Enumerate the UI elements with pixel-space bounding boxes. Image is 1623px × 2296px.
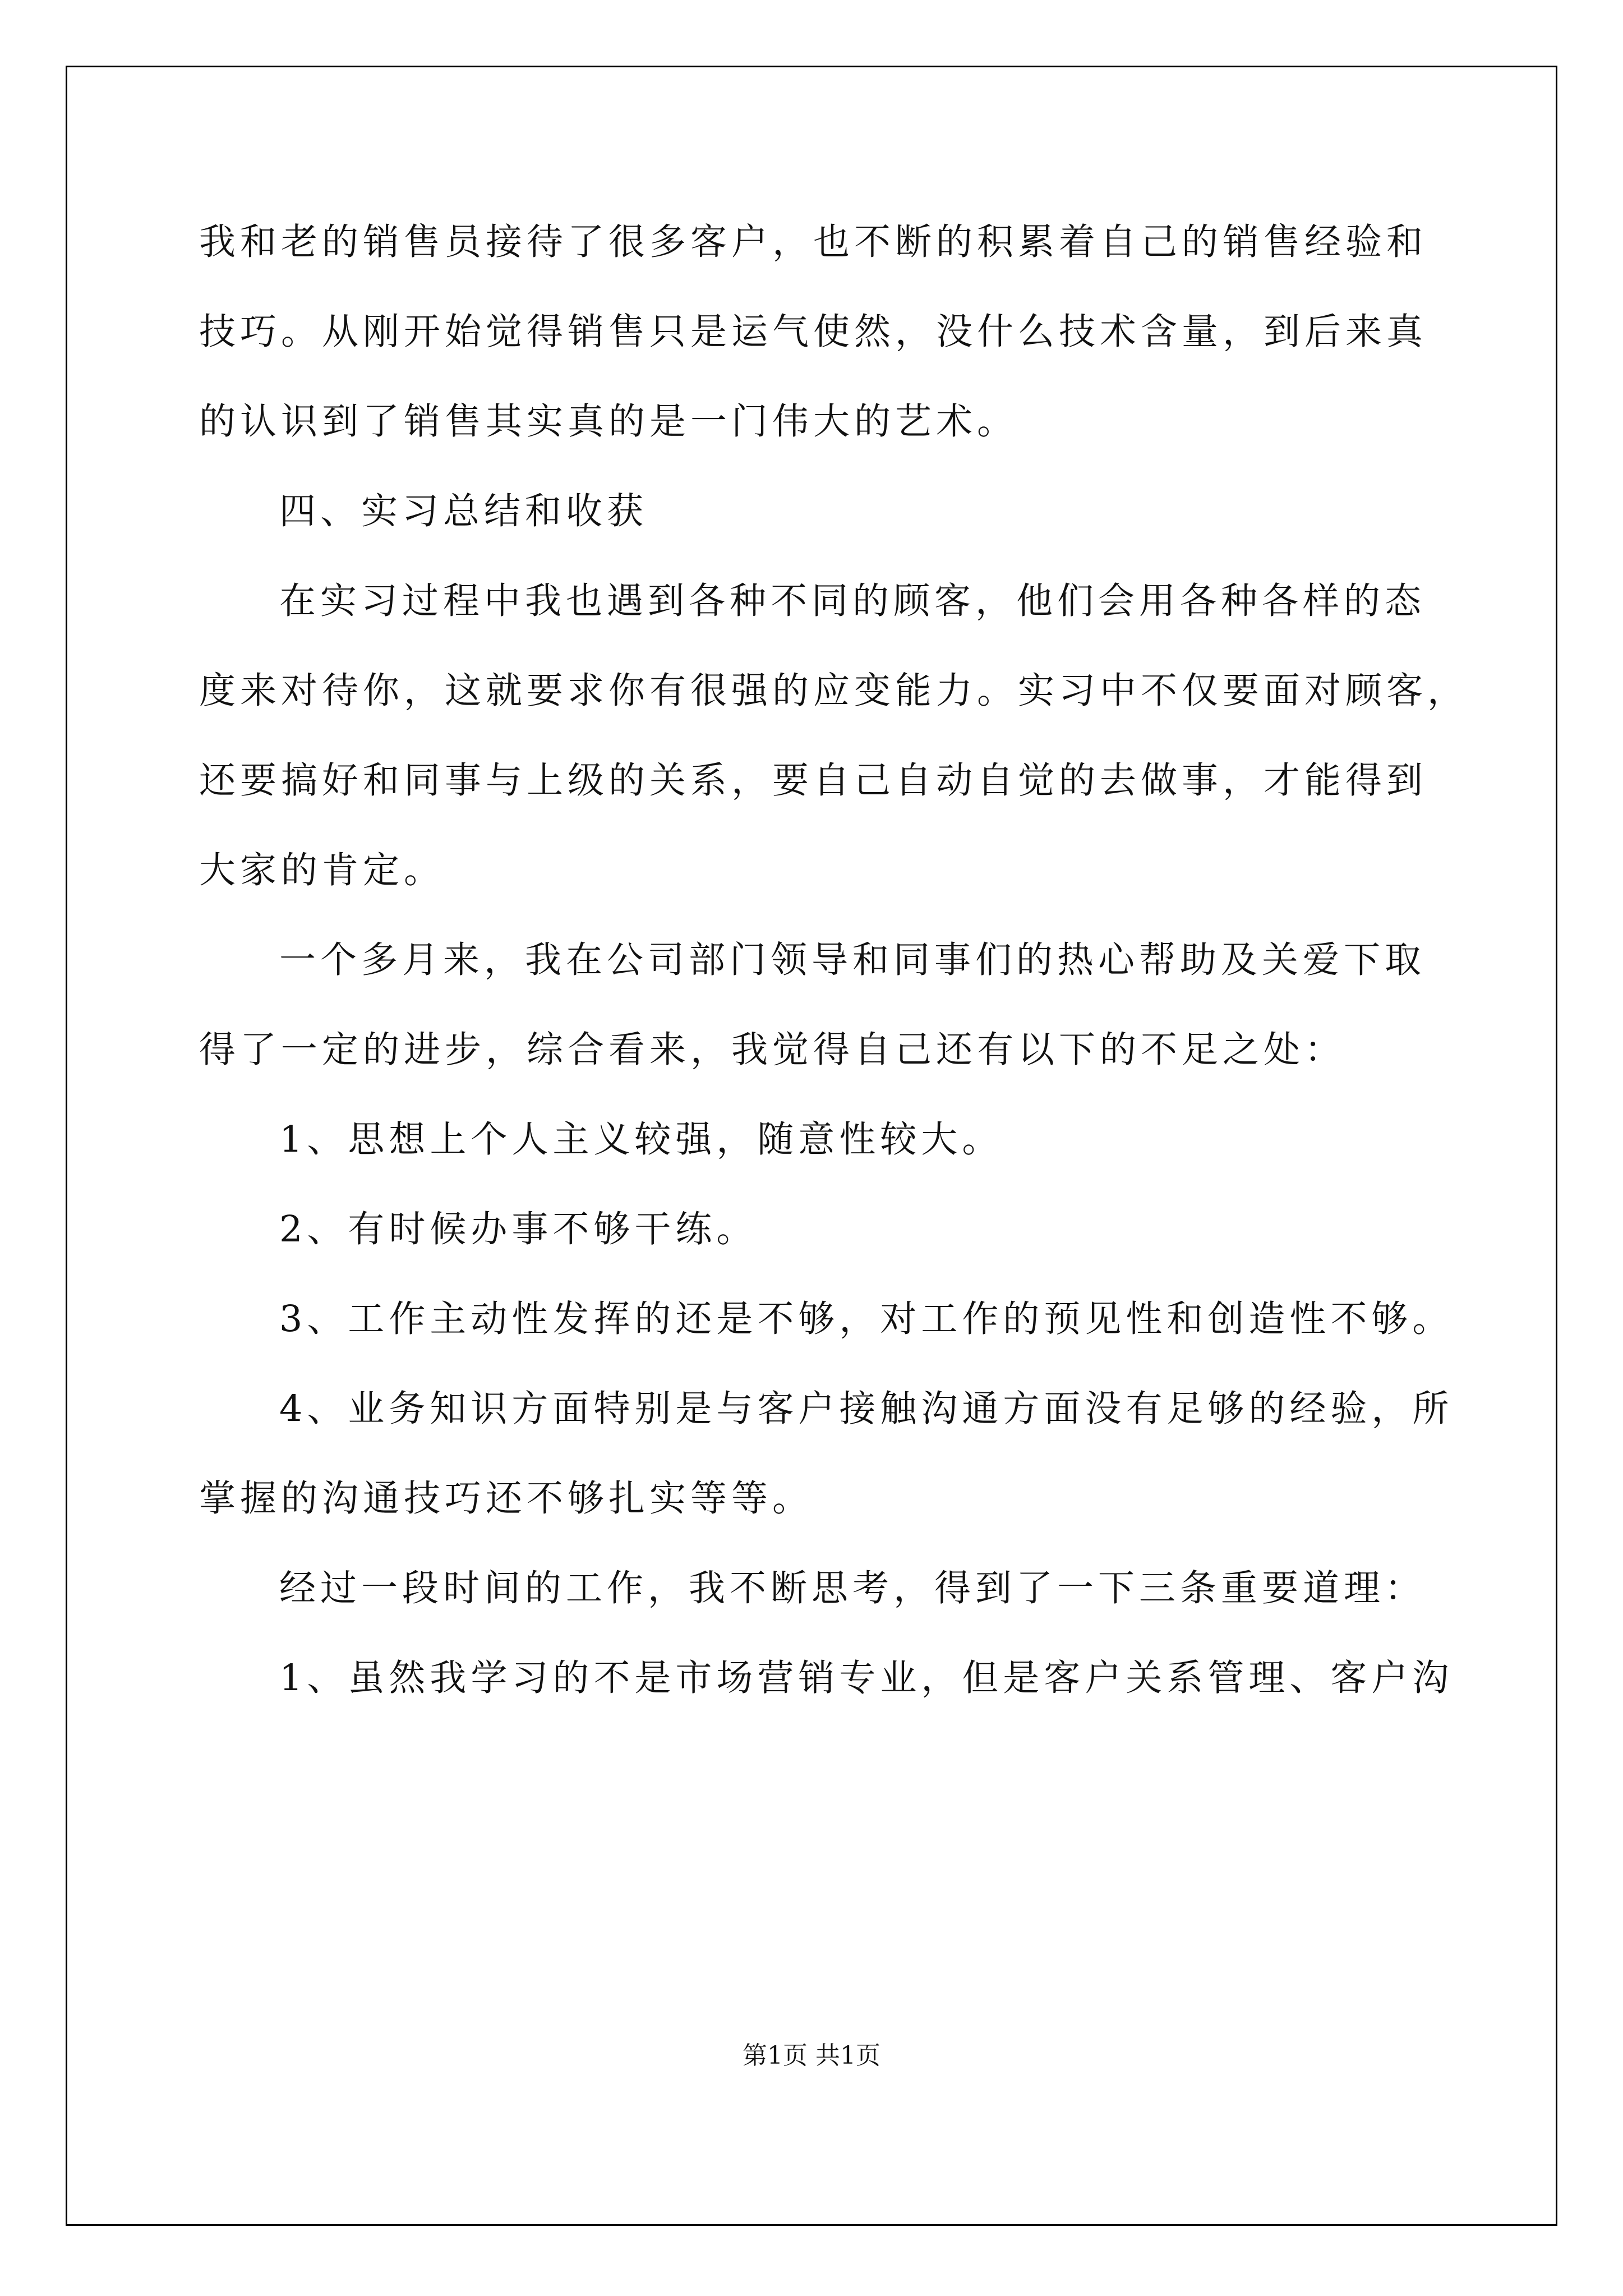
text-line: 大家的肯定。 — [199, 849, 445, 891]
text-line: 技巧。从刚开始觉得销售只是运气使然，没什么技术含量，到后来真 — [199, 311, 1428, 353]
text-line: 我和老的销售员接待了很多客户，也不断的积累着自己的销售经验和 — [199, 221, 1428, 263]
text-line: 经过一段时间的工作，我不断思考，得到了一下三条重要道理： — [279, 1567, 1426, 1609]
text-line: 得了一定的进步，综合看来，我觉得自己还有以下的不足之处： — [199, 1029, 1346, 1071]
list-item: 1、思想上个人主义较强，随意性较大。 — [279, 1119, 1003, 1161]
text-line: 一个多月来，我在公司部门领导和同事们的热心帮助及关爱下取 — [279, 939, 1426, 981]
list-item: 3、工作主动性发挥的还是不够，对工作的预见性和创造性不够。 — [279, 1298, 1454, 1340]
list-item: 4、业务知识方面特别是与客户接触沟通方面没有足够的经验，所 — [279, 1388, 1454, 1430]
page-footer: 第1页 共1页 — [743, 2041, 880, 2070]
text-line: 的认识到了销售其实真的是一门伟大的艺术。 — [199, 401, 1018, 443]
document-body — [199, 221, 1469, 1747]
text-line: 掌握的沟通技巧还不够扎实等等。 — [199, 1478, 814, 1520]
text-line: 在实习过程中我也遇到各种不同的顾客，他们会用各种各样的态 — [279, 580, 1426, 622]
list-item: 1、虽然我学习的不是市场营销专业，但是客户关系管理、客户沟 — [279, 1657, 1454, 1699]
text-line: 还要搞好和同事与上级的关系，要自己自动自觉的去做事，才能得到 — [199, 760, 1428, 802]
list-item: 2、有时候办事不够干练。 — [279, 1208, 758, 1250]
section-heading: 四、实习总结和收获 — [279, 490, 648, 532]
text-line: 度来对待你，这就要求你有很强的应变能力。实习中不仅要面对顾客， — [199, 670, 1469, 712]
